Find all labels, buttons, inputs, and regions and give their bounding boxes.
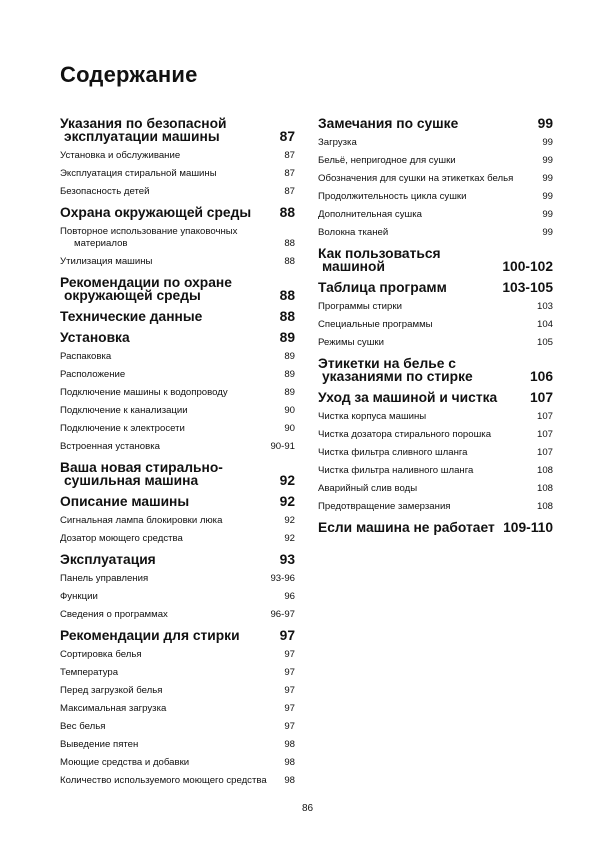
toc-entry-title-line: Рекомендации по охране <box>60 275 232 290</box>
toc-section-entry[interactable] <box>60 117 295 143</box>
toc-entry-title-line: Дозатор моющего средства <box>60 533 183 544</box>
toc-entry-title-line: Количество используемого моющего средства <box>60 775 267 786</box>
toc-subentry[interactable] <box>60 515 295 527</box>
toc-page-number: 99 <box>542 191 553 202</box>
toc-subentry[interactable] <box>60 387 295 399</box>
toc-subentry[interactable] <box>60 351 295 363</box>
toc-page-number: 88 <box>284 256 295 267</box>
toc-entry-title-line: Программы стирки <box>318 301 402 312</box>
toc-entry-title-line: Функции <box>60 591 98 602</box>
toc-entry-title-line: материалов <box>74 238 128 249</box>
toc-page-number: 103 <box>536 301 553 312</box>
toc-entry-title <box>60 276 276 302</box>
toc-entry-title <box>60 553 276 566</box>
toc-entry-title <box>60 703 280 715</box>
toc-entry-title <box>318 209 538 221</box>
toc-page-number: 100-102 <box>502 259 553 274</box>
toc-subentry[interactable] <box>60 168 295 180</box>
toc-page-number: 107 <box>529 390 553 405</box>
toc-section-entry[interactable] <box>60 495 295 508</box>
toc-subentry[interactable] <box>318 227 553 239</box>
toc-subentry[interactable] <box>60 441 295 453</box>
toc-page-number: 96 <box>284 591 295 602</box>
toc-subentry[interactable] <box>60 186 295 198</box>
toc-section-entry[interactable] <box>60 461 295 487</box>
toc-subentry[interactable] <box>318 155 553 167</box>
toc-subentry[interactable] <box>60 721 295 733</box>
toc-entry-title <box>318 357 526 383</box>
toc-subentry[interactable] <box>318 429 553 441</box>
toc-entry-title-line: Выведение пятен <box>60 739 139 750</box>
toc-entry-title <box>60 256 280 268</box>
toc-entry-title-line: Описание машины <box>60 494 190 509</box>
toc-page-number: 108 <box>536 501 553 512</box>
toc-entry-title-line: Перед загрузкой белья <box>60 685 163 696</box>
toc-subentry[interactable] <box>318 173 553 185</box>
toc-section-entry[interactable] <box>318 521 553 534</box>
toc-entry-title-line: Панель управления <box>60 573 149 584</box>
toc-entry-title-line: Ваша новая стирально- <box>60 460 223 475</box>
toc-page-number: 92 <box>279 494 295 509</box>
toc-section-entry[interactable] <box>318 247 553 273</box>
toc-entry-title <box>60 649 280 661</box>
toc-entry-title <box>60 629 276 642</box>
toc-entry-title-line: Бельё, непригодное для сушки <box>318 155 456 166</box>
toc-entry-title-line: окружающей среды <box>64 288 201 303</box>
toc-subentry[interactable] <box>60 369 295 381</box>
toc-entry-title-line: Аварийный слив воды <box>318 483 418 494</box>
toc-subentry[interactable] <box>318 465 553 477</box>
toc-page-number: 88 <box>279 205 295 220</box>
toc-entry-title-line: Расположение <box>60 369 126 380</box>
toc-subentry[interactable] <box>318 447 553 459</box>
toc-entry-title <box>60 351 280 363</box>
toc-entry-title-line: Обозначения для сушки на этикетках белья <box>318 173 514 184</box>
toc-entry-title-line: Рекомендации для стирки <box>60 628 240 643</box>
toc-entry-title-line: Предотвращение замерзания <box>318 501 451 512</box>
toc-entry-title <box>60 739 280 751</box>
toc-page-number: 105 <box>536 337 553 348</box>
toc-entry-title <box>60 405 280 417</box>
toc-section-entry[interactable] <box>318 117 553 130</box>
toc-entry-title <box>60 573 266 585</box>
toc-entry-title <box>318 227 538 239</box>
toc-entry-title-line: Уход за машиной и чистка <box>318 390 498 405</box>
toc-page-number: 87 <box>279 129 295 144</box>
toc-entry-title-line: Дополнительная сушка <box>318 209 422 220</box>
toc-page-number: 87 <box>284 186 295 197</box>
toc-section-entry[interactable] <box>318 281 553 294</box>
toc-page-number: 103-105 <box>502 280 553 295</box>
toc-page-number: 109-110 <box>503 520 553 535</box>
toc-page-number: 108 <box>536 483 553 494</box>
toc-page-number: 97 <box>284 703 295 714</box>
toc-section-entry[interactable] <box>60 206 295 219</box>
toc-entry-title-line: Охрана окружающей среды <box>60 205 252 220</box>
toc-subentry[interactable] <box>60 775 295 787</box>
toc-entry-title-line: Максимальная загрузка <box>60 703 167 714</box>
toc-entry-title-line: Таблица программ <box>318 280 447 295</box>
toc-subentry[interactable] <box>60 423 295 435</box>
toc-entry-title-line: Режимы сушки <box>318 337 384 348</box>
toc-entry-title-line: Технические данные <box>60 309 203 324</box>
toc-entry-title-line: машиной <box>322 259 385 274</box>
toc-entry-title-line: Специальные программы <box>318 319 433 330</box>
toc-entry-title <box>60 226 280 250</box>
toc-section-entry[interactable] <box>60 310 295 323</box>
toc-page-number: 98 <box>284 757 295 768</box>
toc-entry-title-line: Сведения о программах <box>60 609 168 620</box>
toc-entry-title-line: сушильная машина <box>64 473 199 488</box>
toc-subentry[interactable] <box>318 483 553 495</box>
toc-page-number: 92 <box>284 515 295 526</box>
toc-entry-title <box>60 117 276 143</box>
toc-entry-title <box>318 301 533 313</box>
toc-entry-title <box>60 310 276 323</box>
toc-page-number: 90 <box>284 423 295 434</box>
toc-entry-title-line: Температура <box>60 667 119 678</box>
toc-page-number: 97 <box>284 685 295 696</box>
toc-entry-title <box>60 461 276 487</box>
toc-entry-title <box>60 685 280 697</box>
toc-entry-title <box>318 173 538 185</box>
toc-page-number: 90-91 <box>270 441 295 452</box>
toc-entry-title <box>60 369 280 381</box>
toc-entry-title-line: Чистка фильтра сливного шланга <box>318 447 468 458</box>
toc-page-number: 92 <box>284 533 295 544</box>
toc-entry-title-line: Если машина не работает <box>318 520 495 535</box>
toc-page-number: 107 <box>536 447 553 458</box>
toc-entry-title <box>318 281 498 294</box>
toc-section-entry[interactable] <box>60 276 295 302</box>
toc-entry-title-line: Этикетки на белье с <box>318 356 456 371</box>
page-title: Содержание <box>60 62 198 87</box>
toc-entry-title <box>60 150 280 162</box>
toc-entry-title-line: Повторное использование упаковочных <box>60 226 238 237</box>
toc-entry-title-line: Указания по безопасной <box>60 116 227 131</box>
toc-entry-title <box>318 137 538 149</box>
toc-page-number: 88 <box>279 288 295 303</box>
toc-subentry[interactable] <box>60 573 295 585</box>
toc-subentry[interactable] <box>60 591 295 603</box>
toc-section-entry[interactable] <box>318 357 553 383</box>
toc-entry-title-line: Безопасность детей <box>60 186 150 197</box>
toc-entry-title <box>60 168 280 180</box>
toc-entry-title <box>60 206 276 219</box>
toc-page-number: 89 <box>284 369 295 380</box>
toc-entry-title-line: Волокна тканей <box>318 227 389 238</box>
toc-entry-title-line: Сортировка белья <box>60 649 142 660</box>
toc-subentry[interactable] <box>318 209 553 221</box>
toc-page-number: 107 <box>536 411 553 422</box>
toc-entry-title <box>318 411 533 423</box>
toc-page-number: 98 <box>284 739 295 750</box>
toc-entry-title <box>318 465 533 477</box>
toc-page-number: 99 <box>542 173 553 184</box>
toc-subentry[interactable] <box>60 667 295 679</box>
toc-subentry[interactable] <box>60 757 295 769</box>
toc-subentry[interactable] <box>60 739 295 751</box>
toc-page-number: 92 <box>279 473 295 488</box>
toc-entry-title-line: Продолжительность цикла сушки <box>318 191 467 202</box>
toc-page-number: 106 <box>529 369 553 384</box>
toc-entry-title <box>60 495 276 508</box>
toc-entry-title-line: Подключение к канализации <box>60 405 188 416</box>
toc-entry-title-line: Моющие средства и добавки <box>60 757 190 768</box>
toc-page-number: 97 <box>279 628 295 643</box>
toc-page-number: 96-97 <box>270 609 295 620</box>
toc-entry-title-line: Чистка корпуса машины <box>318 411 427 422</box>
toc-subentry[interactable] <box>60 405 295 417</box>
toc-entry-title-line: Распаковка <box>60 351 112 362</box>
toc-entry-title <box>60 667 280 679</box>
toc-page-number: 89 <box>284 387 295 398</box>
toc-entry-title-line: Подключение машины к водопроводу <box>60 387 228 398</box>
toc-page-number: 99 <box>542 209 553 220</box>
toc-entry-title-line: Установка и обслуживание <box>60 150 181 161</box>
toc-subentry[interactable] <box>60 609 295 621</box>
toc-page-number: 107 <box>536 429 553 440</box>
toc-page-number: 99 <box>542 155 553 166</box>
toc-entry-title-line: Загрузка <box>318 137 357 148</box>
toc-entry-title <box>60 757 280 769</box>
toc-subentry[interactable] <box>318 337 553 349</box>
toc-entry-title <box>60 533 280 545</box>
toc-entry-title <box>60 515 280 527</box>
toc-subentry[interactable] <box>60 256 295 268</box>
toc-entry-title <box>60 186 280 198</box>
toc-entry-title <box>318 319 533 331</box>
toc-entry-title <box>318 191 538 203</box>
toc-entry-title-line: Как пользоваться <box>318 246 441 261</box>
toc-entry-title-line: Эксплуатация стиральной машины <box>60 168 217 179</box>
toc-entry-title-line: Эксплуатация <box>60 552 156 567</box>
toc-page-number: 98 <box>284 775 295 786</box>
page-number: 86 <box>301 803 314 814</box>
toc-page-number: 93-96 <box>270 573 295 584</box>
toc-entry-title <box>60 331 276 344</box>
toc-entry-title <box>60 721 280 733</box>
toc-entry-title <box>60 387 280 399</box>
toc-right-column <box>318 117 553 534</box>
toc-subentry[interactable] <box>318 191 553 203</box>
toc-entry-title <box>60 423 280 435</box>
toc-page-number: 93 <box>279 552 295 567</box>
toc-entry-title <box>318 391 526 404</box>
toc-section-entry[interactable] <box>60 331 295 344</box>
toc-entry-title-line: Чистка дозатора стирального порошка <box>318 429 492 440</box>
toc-entry-title <box>318 337 533 349</box>
toc-subentry[interactable] <box>60 226 295 250</box>
toc-subentry[interactable] <box>318 501 553 513</box>
toc-entry-title <box>318 429 533 441</box>
toc-entry-title-line: Установка <box>60 330 130 345</box>
toc-entry-title-line: Утилизация машины <box>60 256 153 267</box>
toc-entry-title <box>318 521 499 534</box>
toc-page-number: 104 <box>536 319 553 330</box>
toc-subentry[interactable] <box>60 685 295 697</box>
toc-page-number: 88 <box>284 238 295 249</box>
toc-entry-title <box>318 447 533 459</box>
toc-entry-title-line: Встроенная установка <box>60 441 160 452</box>
toc-entry-title-line: Вес белья <box>60 721 106 732</box>
toc-page-number: 99 <box>537 116 553 131</box>
toc-entry-title <box>318 501 533 513</box>
toc-entry-title <box>318 117 534 130</box>
toc-page-number: 87 <box>284 150 295 161</box>
toc-page-number: 97 <box>284 667 295 678</box>
toc-page-number: 88 <box>279 309 295 324</box>
toc-entry-title-line: Сигнальная лампа блокировки люка <box>60 515 223 526</box>
toc-entry-title-line: Замечания по сушке <box>318 116 459 131</box>
toc-subentry[interactable] <box>60 649 295 661</box>
toc-entry-title-line: указаниями по стирке <box>322 369 473 384</box>
toc-page-number: 89 <box>279 330 295 345</box>
toc-subentry[interactable] <box>60 533 295 545</box>
toc-page-number: 97 <box>284 721 295 732</box>
toc-entry-title <box>318 483 533 495</box>
toc-subentry[interactable] <box>318 137 553 149</box>
toc-entry-title <box>60 441 266 453</box>
toc-page-number: 99 <box>542 137 553 148</box>
toc-entry-title <box>60 609 266 621</box>
toc-page-number: 87 <box>284 168 295 179</box>
toc-left-column <box>60 117 295 787</box>
toc-section-entry[interactable] <box>60 629 295 642</box>
toc-entry-title-line: Подключение к электросети <box>60 423 185 434</box>
toc-section-entry[interactable] <box>60 553 295 566</box>
toc-page-number: 99 <box>542 227 553 238</box>
toc-entry-title-line: эксплуатации машины <box>64 129 220 144</box>
toc-entry-title-line: Чистка фильтра наливного шланга <box>318 465 474 476</box>
toc-page-number: 90 <box>284 405 295 416</box>
toc-page-number: 97 <box>284 649 295 660</box>
toc-section-entry[interactable] <box>318 391 553 404</box>
toc-subentry[interactable] <box>318 411 553 423</box>
toc-entry-title <box>318 155 538 167</box>
toc-page-number: 108 <box>536 465 553 476</box>
toc-subentry[interactable] <box>318 319 553 331</box>
toc-subentry[interactable] <box>60 150 295 162</box>
toc-page-number: 89 <box>284 351 295 362</box>
toc-subentry[interactable] <box>318 301 553 313</box>
toc-entry-title <box>60 775 280 787</box>
toc-subentry[interactable] <box>60 703 295 715</box>
toc-entry-title <box>60 591 280 603</box>
toc-entry-title <box>318 247 498 273</box>
